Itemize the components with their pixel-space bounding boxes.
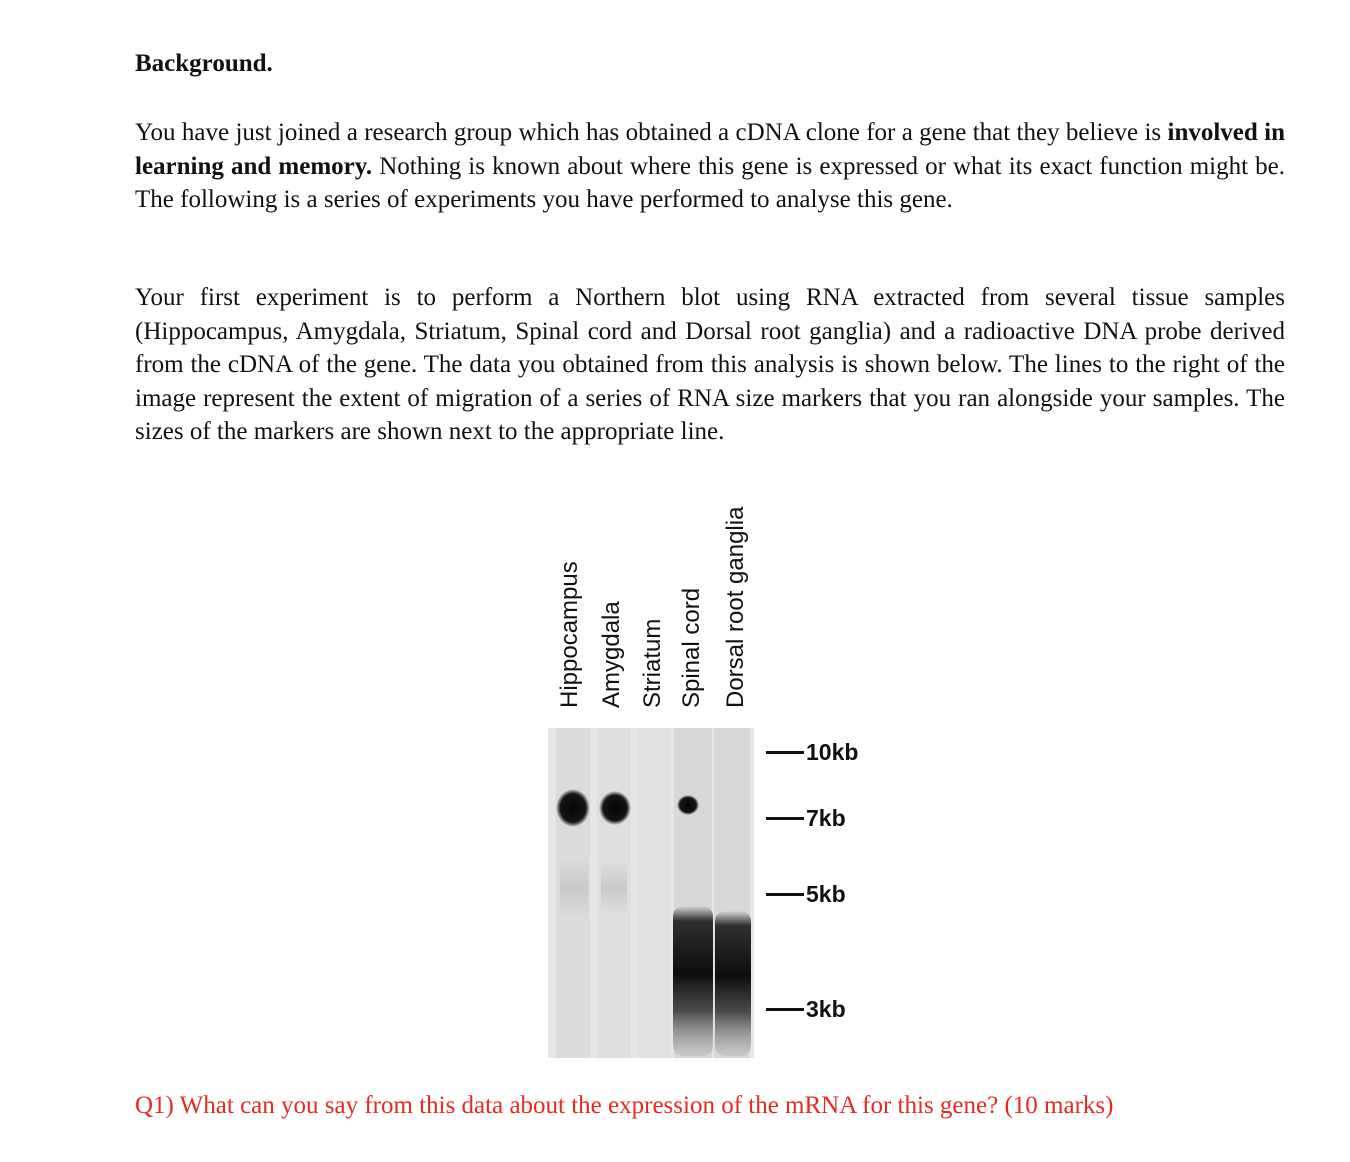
faint-smear-amygdala <box>601 863 627 913</box>
marker-label-3kb: 3kb <box>806 996 846 1022</box>
marker-label-10kb: 10kb <box>806 739 859 765</box>
smear-dorsal-root-ganglia <box>715 911 751 1056</box>
question-text: Q1) What can you say from this data about the expression of the mRNA for this gene? (10 marks) <box>135 1092 1114 1119</box>
faint-smear-hippocampus <box>560 858 588 918</box>
experiment-paragraph: Your first experiment is to perform a Northern blot using RNA extracted from several tissue samples (Hippocampus, Amygdala, Striatum, Spinal cord and Dorsal root ganglia) and a radioactive DNA probe derived from the cDNA of the gene. The data you obtained from this analysis is shown below. The lines to the right of the image represent the extent of migration of a series of RNA size markers that you ran alongside your samples. The sizes of the markers are shown next to the appropriate line. <box>135 284 1285 445</box>
lane-label-dorsal-root-ganglia: Dorsal root ganglia <box>722 506 749 708</box>
band-amygdala-7kb <box>599 791 631 825</box>
band-hippocampus-7kb <box>556 789 590 827</box>
marker-label-7kb: 7kb <box>806 805 846 831</box>
marker-line-7kb <box>766 817 804 820</box>
band-spinal-cord-7kb <box>677 795 699 815</box>
marker-line-3kb <box>766 1008 804 1011</box>
marker-line-5kb <box>766 893 804 896</box>
intro-bold-text: involved in learning and memory. <box>135 119 1285 180</box>
intro-text-2: Nothing is known about where this gene is expressed or what its exact function might be. The following is a series of experiments you have performed to analyse this gene. <box>135 152 1285 213</box>
marker-line-10kb <box>766 751 804 754</box>
intro-text-1: You have just joined a research group which has obtained a cDNA clone for a gene that they believe is <box>135 119 1168 146</box>
lane-label-amygdala: Amygdala <box>598 601 625 708</box>
lane-label-spinal-cord: Spinal cord <box>678 587 705 708</box>
marker-label-5kb: 5kb <box>806 881 846 907</box>
northern-blot-image <box>548 728 754 1058</box>
lane-streak-3 <box>638 728 670 1058</box>
lane-label-striatum: Striatum <box>639 618 666 708</box>
lane-label-hippocampus: Hippocampus <box>556 561 583 708</box>
intro-paragraph <box>135 116 1285 217</box>
smear-spinal-cord <box>673 906 713 1056</box>
section-heading: Background. <box>135 50 273 77</box>
